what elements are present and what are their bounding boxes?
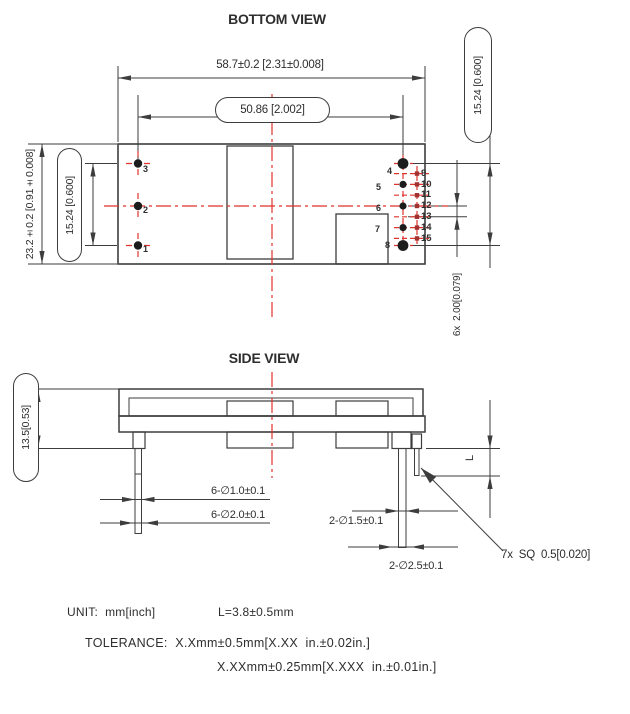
pin-2-label: 2	[143, 205, 149, 215]
dim-power-pin-dia: 2-∅1.5±0.1	[329, 514, 383, 527]
pin-12-label: 12	[421, 200, 432, 211]
dim-pin-length-label: L	[463, 455, 476, 461]
note-tolerance-1: TOLERANCE: X.Xmm±0.5mm[X.XX in.±0.02in.]	[85, 636, 371, 650]
case-outline-side	[119, 389, 423, 416]
pin-15-pad	[415, 236, 419, 240]
pin-11-label: 11	[421, 189, 432, 200]
pin-15-label: 15	[421, 232, 432, 244]
pin-14-label: 14	[421, 221, 432, 233]
dim-right-pin-span: 15.24 [0.600]	[472, 55, 484, 115]
bottom-view-title: BOTTOM VIEW	[228, 11, 326, 27]
pin-1-label: 1	[143, 244, 149, 254]
note-tolerance-2: X.XXmm±0.25mm[X.XXX in.±0.01in.]	[217, 660, 437, 674]
dim-pin-dia: 6-∅1.0±0.1	[211, 485, 265, 497]
dim-pin-span-balloon	[215, 97, 330, 123]
right-pin-side	[399, 449, 407, 548]
dim-pin-shoulder-dia: 6-∅2.0±0.1	[211, 508, 265, 521]
pin-1-pad	[134, 241, 142, 249]
note-unit: UNIT: mm[inch]	[67, 605, 156, 619]
dim-overall-width: 58.7±0.2 [2.31±0.008]	[216, 59, 324, 71]
dim-body-height: 13.5[0.53]	[20, 405, 32, 450]
dim-small-pin-pitch-wrap	[448, 263, 466, 347]
pin-2-pad	[134, 202, 142, 210]
pin-5-pad	[399, 181, 406, 188]
dim-left-pin-span: 15.24 [0.600]	[63, 175, 76, 235]
left-pin-shoulder	[133, 432, 145, 449]
pin-pads	[134, 158, 409, 251]
dim-left-pin-span-balloon	[57, 148, 82, 262]
center-component-outline	[227, 146, 293, 259]
square-pin-shoulder	[412, 434, 422, 449]
centerlines	[104, 94, 448, 478]
pin-6-pad	[399, 202, 406, 209]
pin-8-pad	[398, 240, 409, 251]
dim-pin-span: 50.86 [2.002]	[240, 104, 305, 116]
pin-11-pad	[415, 193, 419, 197]
pin-6-label: 6	[376, 203, 382, 213]
pin-13-label: 13	[421, 211, 432, 222]
note-pin-length: L=3.8±0.5mm	[218, 605, 294, 619]
dim-power-pin-shoulder-dia: 2-∅2.5±0.1	[389, 559, 443, 572]
right-pin-shoulder	[392, 432, 411, 449]
square-pin-side	[415, 449, 420, 476]
pin-3-pad	[134, 159, 142, 167]
pin-10-pad	[415, 182, 419, 186]
pin-13-pad	[415, 215, 419, 219]
pin-5-label: 5	[376, 182, 382, 192]
side-view-linework	[32, 389, 503, 551]
pin-4-label: 4	[387, 166, 393, 176]
pin-14-pad	[415, 225, 419, 229]
dim-body-height-balloon	[13, 373, 39, 482]
pin-9-label: 9	[421, 167, 427, 179]
side-view-title: SIDE VIEW	[228, 350, 300, 366]
pin-4-pad	[398, 158, 409, 169]
pin-8-label: 8	[385, 240, 391, 250]
pin-7-pad	[399, 224, 406, 231]
pin-10-label: 10	[421, 178, 432, 190]
dim-square-pins: 7x SQ 0.5[0.020]	[501, 549, 591, 561]
corner-component-outline	[336, 214, 391, 264]
dim-right-pin-span-balloon	[464, 27, 492, 143]
dim-small-pin-pitch: 6x 2.00[0.079]	[451, 273, 463, 337]
pin-9-pad	[415, 171, 419, 175]
dim-overall-height-wrap	[21, 140, 39, 268]
pin-3-label: 3	[143, 164, 149, 174]
pin-12-pad	[415, 204, 419, 208]
pin-7-label: 7	[375, 224, 381, 234]
left-pin-side	[135, 449, 142, 534]
dim-overall-height: 23.2±0.2 [0.91±0.008]	[24, 148, 36, 260]
